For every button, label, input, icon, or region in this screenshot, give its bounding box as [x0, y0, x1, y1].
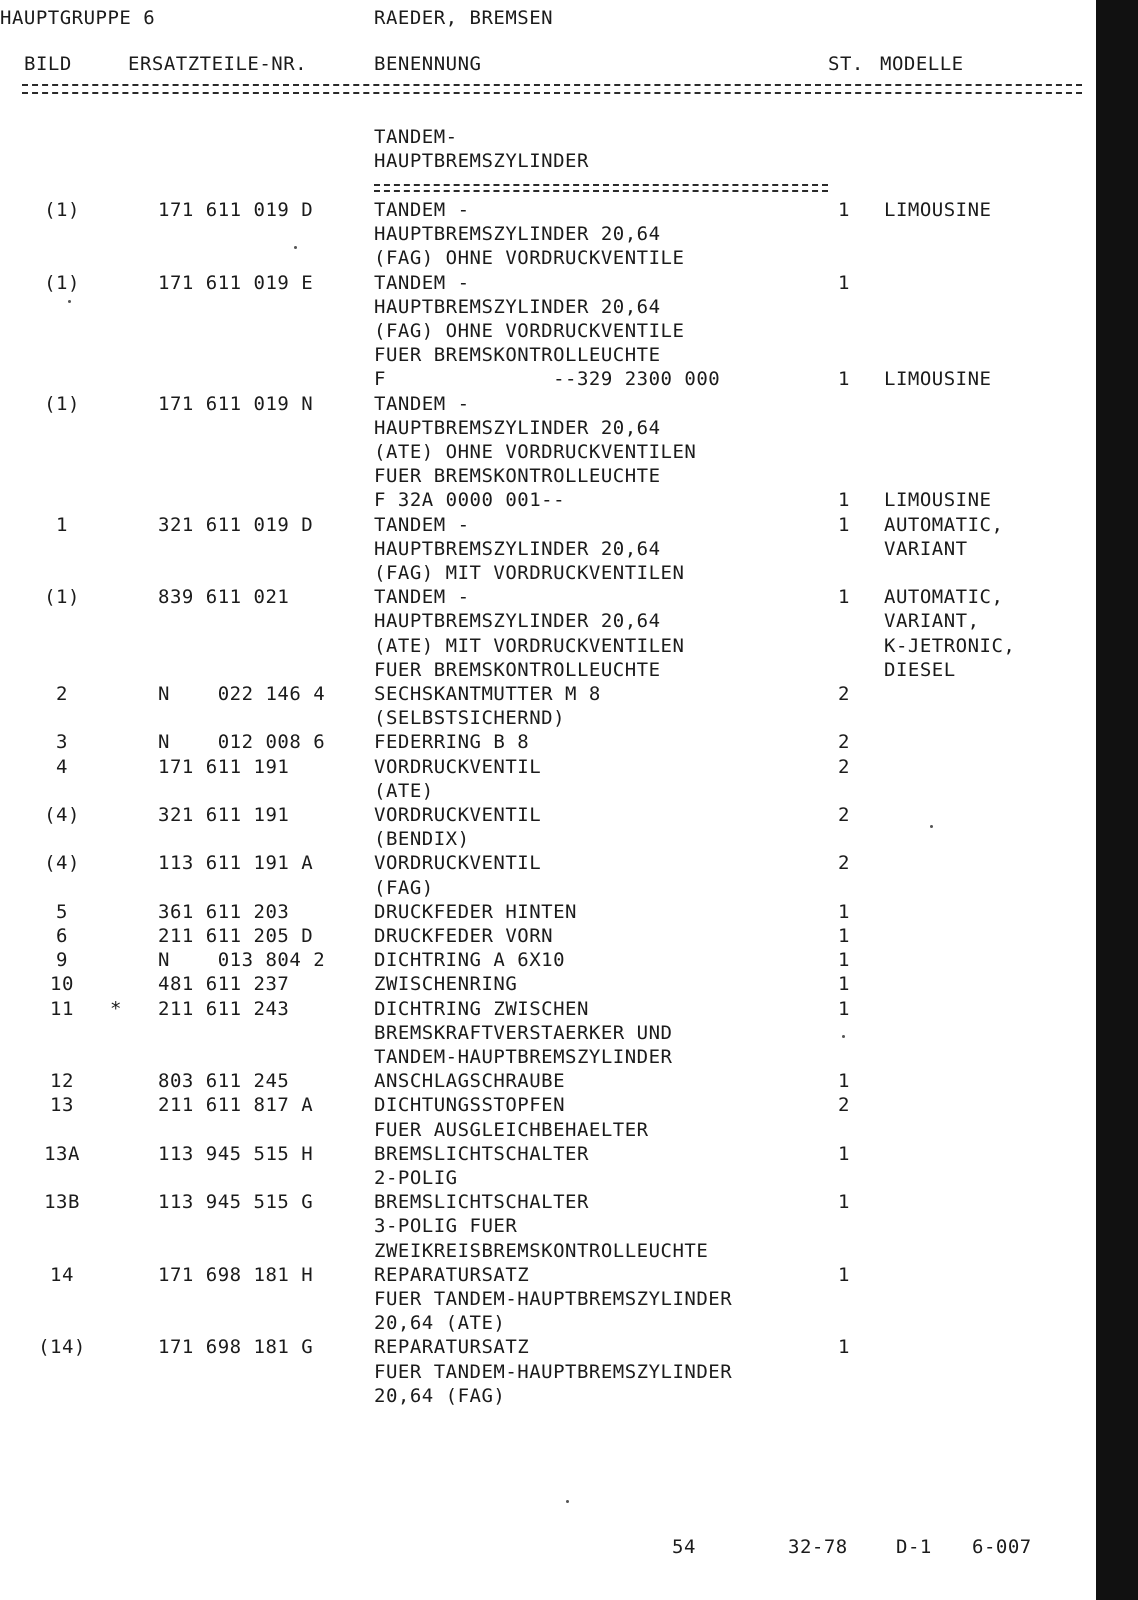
row-model: AUTOMATIC, — [884, 586, 1004, 608]
row-quantity: 1 — [838, 1143, 850, 1165]
row-part-number: N 013 804 2 — [158, 949, 326, 971]
row-description: HAUPTBREMSZYLINDER 20,64 — [374, 610, 661, 632]
row-quantity: 2 — [838, 683, 850, 705]
column-header-part-number: ERSATZTEILE-NR. — [128, 53, 308, 75]
row-part-number: 803 611 245 — [158, 1070, 290, 1092]
row-description: (ATE) MIT VORDRUCKVENTILEN — [374, 635, 685, 657]
row-model: K-JETRONIC, — [884, 635, 1016, 657]
row-description: REPARATURSATZ — [374, 1264, 530, 1286]
row-part-number: 171 611 019 E — [158, 272, 314, 294]
row-description: HAUPTBREMSZYLINDER 20,64 — [374, 296, 661, 318]
row-model: VARIANT, — [884, 610, 980, 632]
row-bild: (4) — [44, 852, 80, 874]
row-bild: (1) — [44, 393, 80, 415]
row-bild: 10 — [50, 973, 74, 995]
column-header-quantity: ST. — [828, 53, 864, 75]
row-description: BREMSLICHTSCHALTER — [374, 1191, 589, 1213]
column-header-name: BENENNUNG — [374, 53, 482, 75]
row-bild: 13 — [50, 1094, 74, 1116]
row-description: FUER BREMSKONTROLLEUCHTE — [374, 465, 661, 487]
scan-speck — [294, 246, 297, 249]
row-bild: 3 — [56, 731, 68, 753]
row-part-number: 171 611 019 N — [158, 393, 314, 415]
row-model: LIMOUSINE — [884, 489, 992, 511]
row-quantity: 1 — [838, 998, 850, 1020]
row-bild: 9 — [56, 949, 68, 971]
column-header-bild: BILD — [24, 53, 72, 75]
row-model: VARIANT — [884, 538, 968, 560]
row-quantity: 1 — [838, 973, 850, 995]
row-quantity: 1 — [838, 949, 850, 971]
row-bild: (1) — [44, 272, 80, 294]
row-bild: (1) — [44, 586, 80, 608]
row-quantity: 1 — [838, 1336, 850, 1358]
row-quantity: 1 — [838, 901, 850, 923]
section-title-line-1: TANDEM- — [374, 126, 458, 148]
row-description: VORDRUCKVENTIL — [374, 756, 542, 778]
row-description: TANDEM - — [374, 586, 470, 608]
row-description: (FAG) MIT VORDRUCKVENTILEN — [374, 562, 685, 584]
row-bild: 14 — [50, 1264, 74, 1286]
footer-language-code: D-1 — [896, 1536, 932, 1558]
row-quantity: 1 — [838, 1264, 850, 1286]
row-part-number: 171 611 019 D — [158, 199, 314, 221]
row-description: SECHSKANTMUTTER M 8 — [374, 683, 601, 705]
row-description: (FAG) — [374, 877, 434, 899]
row-bild: (14) — [38, 1336, 86, 1358]
row-part-number: 113 611 191 A — [158, 852, 314, 874]
row-description: FUER TANDEM-HAUPTBREMSZYLINDER — [374, 1361, 733, 1383]
row-description: 3-POLIG FUER — [374, 1215, 518, 1237]
row-description: 20,64 (FAG) — [374, 1385, 506, 1407]
row-description: BREMSKRAFTVERSTAERKER UND — [374, 1022, 673, 1044]
scan-edge-shadow — [1096, 0, 1138, 1600]
row-bild: 5 — [56, 901, 68, 923]
row-bild: 13A — [44, 1143, 80, 1165]
row-quantity: 1 — [838, 586, 850, 608]
column-header-models: MODELLE — [880, 53, 964, 75]
row-quantity: 2 — [838, 804, 850, 826]
row-part-number: 171 611 191 — [158, 756, 290, 778]
row-part-number: 211 611 817 A — [158, 1094, 314, 1116]
row-quantity: 1 — [838, 489, 850, 511]
row-part-number: 113 945 515 G — [158, 1191, 314, 1213]
row-description: (SELBSTSICHERND) — [374, 707, 566, 729]
row-part-number: 113 945 515 H — [158, 1143, 314, 1165]
row-description: (ATE) — [374, 780, 434, 802]
row-description: VORDRUCKVENTIL — [374, 804, 542, 826]
row-description: FEDERRING B 8 — [374, 731, 530, 753]
row-quantity: 1 — [838, 199, 850, 221]
row-part-number: N 012 008 6 — [158, 731, 326, 753]
row-quantity: 1 — [838, 272, 850, 294]
row-quantity: 2 — [838, 756, 850, 778]
scan-speck — [68, 300, 71, 303]
row-bild: 6 — [56, 925, 68, 947]
row-description: (ATE) OHNE VORDRUCKVENTILEN — [374, 441, 697, 463]
footer-sheet-code: 6-007 — [972, 1536, 1032, 1558]
row-description: TANDEM - — [374, 514, 470, 536]
row-model: LIMOUSINE — [884, 368, 992, 390]
row-bild: (4) — [44, 804, 80, 826]
row-description: DRUCKFEDER VORN — [374, 925, 554, 947]
header-divider — [22, 84, 1082, 94]
row-part-number: 321 611 019 D — [158, 514, 314, 536]
row-description: DICHTRING ZWISCHEN — [374, 998, 589, 1020]
row-description: FUER BREMSKONTROLLEUCHTE — [374, 344, 661, 366]
row-bild: 1 — [56, 514, 68, 536]
row-part-number: 481 611 237 — [158, 973, 290, 995]
row-part-number: 839 611 021 — [158, 586, 290, 608]
footer-date-code: 32-78 — [788, 1536, 848, 1558]
row-description: (BENDIX) — [374, 828, 470, 850]
row-part-number: 171 698 181 G — [158, 1336, 314, 1358]
row-description: HAUPTBREMSZYLINDER 20,64 — [374, 223, 661, 245]
row-quantity: 2 — [838, 731, 850, 753]
main-group-title: RAEDER, BREMSEN — [374, 7, 554, 29]
main-group-label: HAUPTGRUPPE 6 — [0, 7, 156, 29]
row-description: ANSCHLAGSCHRAUBE — [374, 1070, 566, 1092]
row-description: ZWISCHENRING — [374, 973, 518, 995]
row-bild: 13B — [44, 1191, 80, 1213]
row-bild: 11 — [50, 998, 74, 1020]
row-bild: 12 — [50, 1070, 74, 1092]
row-part-number: 211 611 243 — [158, 998, 290, 1020]
row-description: REPARATURSATZ — [374, 1336, 530, 1358]
row-description: DRUCKFEDER HINTEN — [374, 901, 577, 923]
row-part-number: 171 698 181 H — [158, 1264, 314, 1286]
row-description: TANDEM - — [374, 272, 470, 294]
row-description: TANDEM - — [374, 199, 470, 221]
row-description: F 32A 0000 001-- — [374, 489, 566, 511]
scan-speck — [566, 1500, 569, 1503]
row-description: (FAG) OHNE VORDRUCKVENTILE — [374, 320, 685, 342]
row-bild: (1) — [44, 199, 80, 221]
row-quantity: 1 — [838, 1191, 850, 1213]
row-model: DIESEL — [884, 659, 956, 681]
section-title-line-2: HAUPTBREMSZYLINDER — [374, 150, 589, 172]
scan-speck — [930, 825, 933, 828]
row-description: TANDEM - — [374, 393, 470, 415]
row-quantity: 1 — [838, 514, 850, 536]
row-description: 20,64 (ATE) — [374, 1312, 506, 1334]
row-part-number: 361 611 203 — [158, 901, 290, 923]
row-quantity: 2 — [838, 1094, 850, 1116]
row-marker: * — [110, 998, 122, 1020]
footer-page-number: 54 — [672, 1536, 696, 1558]
row-quantity: 2 — [838, 852, 850, 874]
row-description: BREMSLICHTSCHALTER — [374, 1143, 589, 1165]
section-underline — [374, 184, 828, 192]
row-quantity: 1 — [838, 1070, 850, 1092]
row-description: DICHTUNGSSTOPFEN — [374, 1094, 566, 1116]
row-model: LIMOUSINE — [884, 199, 992, 221]
row-description: DICHTRING A 6X10 — [374, 949, 566, 971]
row-description: HAUPTBREMSZYLINDER 20,64 — [374, 417, 661, 439]
row-description: FUER BREMSKONTROLLEUCHTE — [374, 659, 661, 681]
row-quantity: 1 — [838, 368, 850, 390]
row-part-number: 321 611 191 — [158, 804, 290, 826]
row-quantity: 1 — [838, 925, 850, 947]
scan-speck — [842, 1035, 845, 1038]
row-description: (FAG) OHNE VORDRUCKVENTILE — [374, 247, 685, 269]
row-bild: 4 — [56, 756, 68, 778]
row-description: FUER TANDEM-HAUPTBREMSZYLINDER — [374, 1288, 733, 1310]
row-description: VORDRUCKVENTIL — [374, 852, 542, 874]
row-description: HAUPTBREMSZYLINDER 20,64 — [374, 538, 661, 560]
section-title — [374, 125, 589, 173]
row-description: FUER AUSGLEICHBEHAELTER — [374, 1119, 649, 1141]
row-description: F --329 2300 000 — [374, 368, 721, 390]
row-part-number: 211 611 205 D — [158, 925, 314, 947]
row-part-number: N 022 146 4 — [158, 683, 326, 705]
row-description: 2-POLIG — [374, 1167, 458, 1189]
row-description: TANDEM-HAUPTBREMSZYLINDER — [374, 1046, 673, 1068]
row-description: ZWEIKREISBREMSKONTROLLEUCHTE — [374, 1240, 709, 1262]
row-model: AUTOMATIC, — [884, 514, 1004, 536]
row-bild: 2 — [56, 683, 68, 705]
